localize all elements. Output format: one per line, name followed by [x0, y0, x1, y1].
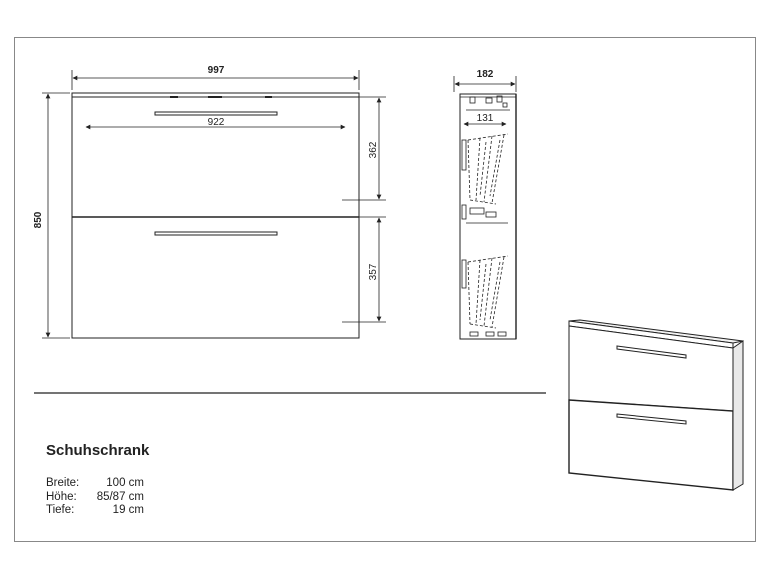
spec-row-height: [46, 491, 144, 505]
spec-value: 100 cm: [106, 477, 144, 489]
upper-flap-dimension-label: 362: [368, 141, 379, 159]
spec-row-depth: [46, 504, 144, 518]
inner-depth-dimension-label: 131: [476, 113, 494, 124]
lower-handle: [155, 232, 277, 235]
depth-dimension-label: 182: [476, 69, 494, 80]
spec-row-width: [46, 477, 144, 491]
lower-flap-dimension-label: 357: [368, 263, 379, 281]
spec-value: 85/87 cm: [96, 490, 144, 503]
spec-label: Höhe:: [46, 490, 77, 503]
product-specs: [46, 477, 144, 518]
inner-width-dimension-label: 922: [207, 117, 225, 128]
side-cabinet-outline: [460, 94, 516, 339]
perspective-lower-flap: [569, 400, 733, 490]
height-dimension-label: 850: [33, 211, 44, 229]
width-dimension-label: 997: [207, 65, 225, 76]
side-view: [454, 69, 516, 339]
spec-value: 19 cm: [112, 504, 144, 516]
spec-label: Tiefe:: [46, 504, 75, 516]
product-title: Schuhschrank: [46, 442, 150, 459]
front-view: [33, 65, 386, 338]
spec-label: Breite:: [46, 477, 80, 489]
perspective-side: [733, 341, 743, 490]
upper-handle: [155, 112, 277, 115]
perspective-view: [569, 320, 743, 490]
